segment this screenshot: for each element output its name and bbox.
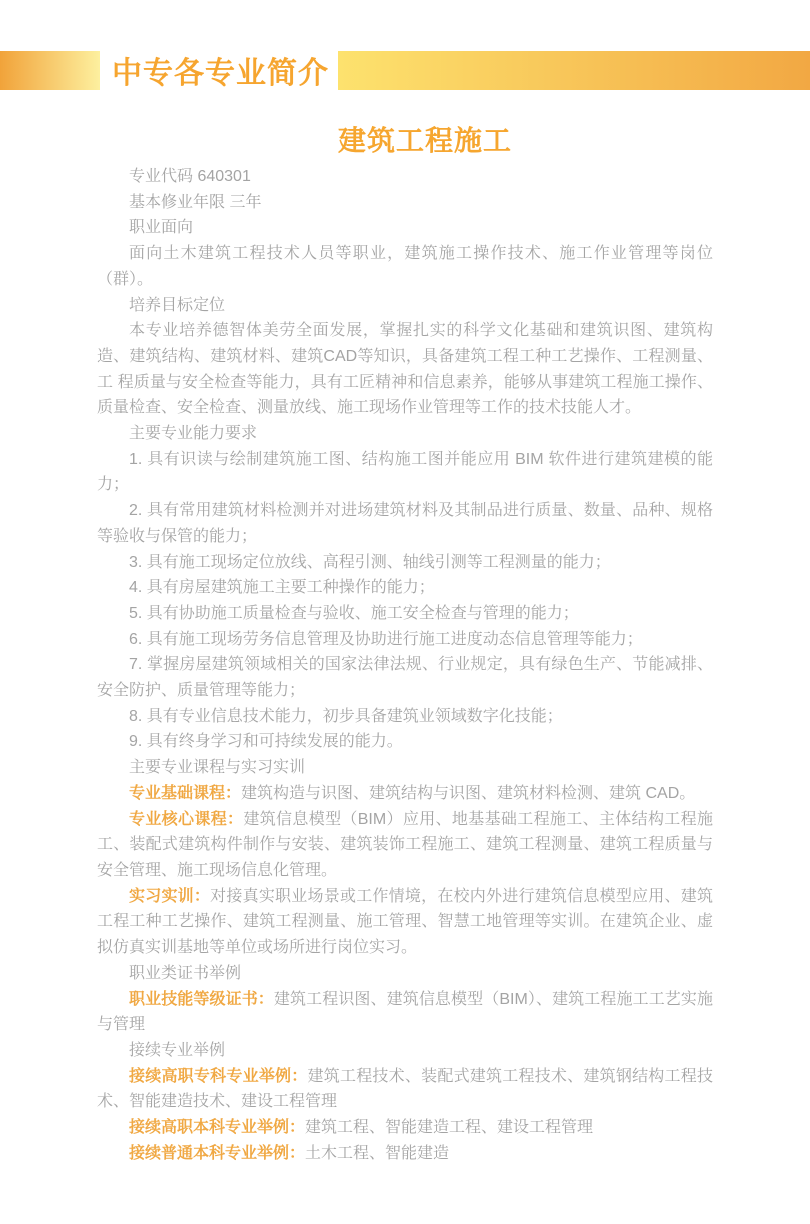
field-text: 主要专业课程与实习实训 [129,759,306,777]
banner-left-gradient-bar [0,51,100,90]
field-label: 接续高职专科专业举例： [129,1067,308,1085]
field-text: 6. 具有施工现场劳务信息管理及协助进行施工进度动态信息管理等能力； [129,630,643,648]
section-heading-courses [97,755,713,781]
field-text: 专业代码 640301 [129,168,251,185]
field-text: 对接真实职业场景或工作情境，在校内外进行建筑信息模型应用、建筑工程工种工艺操作、建筑工程测量、施工管理、智慧工地管理等实训。在建筑企业、虚拟仿真实训基地等单位或场所进行岗位实习。 [97,887,713,957]
field-text: 培养目标定位 [129,296,226,314]
banner-title: 中专各专业简介 [112,57,329,90]
field-text: 基本修业年限 三年 [129,193,262,211]
field-text: 建筑工程技术、装配式建筑工程技术、建筑钢结构工程技术、智能建造技术、建设工程管理 [97,1067,713,1111]
paragraph-major-code [97,164,713,190]
list-item-ability-6 [97,627,713,653]
list-item-ability-1 [97,447,713,498]
paragraph-training-goal [97,318,713,421]
field-text: 主要专业能力要求 [129,425,258,443]
field-text: 8. 具有专业信息技术能力，初步具备建筑业领域数字化技能； [129,707,563,725]
field-text: 面向土木建筑工程技术人员等职业，建筑施工操作技术、施工作业管理等岗位（群）。 [97,245,713,288]
list-item-ability-3 [97,550,713,576]
field-text: 5. 具有协助施工质量检查与验收、施工安全检查与管理的能力； [129,604,579,622]
page-banner [0,0,810,100]
list-item-ability-9 [97,729,713,755]
section-heading-career-orientation [97,215,713,241]
section-heading-continuing-majors [97,1038,713,1064]
paragraph-internship [97,884,713,961]
field-text: 建筑工程、智能建造工程、建设工程管理 [305,1119,594,1137]
list-item-ability-4 [97,575,713,601]
field-text: 4. 具有房屋建筑施工主要工种操作的能力； [129,579,435,597]
field-text: 建筑构造与识图、建筑结构与识图、建筑材料检测、建筑 CAD。 [241,784,696,802]
section-heading-certificates [97,961,713,987]
paragraph-core-courses [97,807,713,884]
paragraph-higher-vocational-majors [97,1064,713,1115]
field-text: 9. 具有终身学习和可持续发展的能力。 [129,733,403,751]
paragraph-skill-certificates [97,987,713,1038]
section-heading-training-goal [97,293,713,319]
field-text: 接续专业举例 [129,1041,226,1059]
paragraph-study-years [97,190,713,216]
banner-right-gradient-bar [338,51,810,90]
field-text: 7. 掌握房屋建筑领域相关的国家法律法规、行业规定，具有绿色生产、节能减排、 安全防护、质量管理等能力； [97,656,713,700]
field-text: 3. 具有施工现场定位放线、高程引测、轴线引测等工程测量的能力； [129,553,611,571]
paragraph-vocational-bachelor-majors [97,1115,713,1141]
field-text: 本专业培养德智体美劳全面发展，掌握扎实的科学文化基础和建筑识图、建筑构造、建筑结构、建筑材料、建筑CAD等知识，具备建筑工程工种工艺操作、工程测量、工 程质量与安全检查等能力，具有工匠精神和信息素养，能够从事建筑工程施工操作、质量检查、安全检查、测量放线、施工现场作业管理等工作的技术技能人才。 [97,322,713,417]
field-text: 1. 具有识读与绘制建筑施工图、结构施工图并能应用 BIM 软件进行建筑建模的能力； [97,450,713,494]
paragraph-basic-courses [97,781,713,807]
field-label: 接续高职本科专业举例： [129,1119,306,1137]
field-label: 专业基础课程： [129,784,242,802]
field-label: 接续普通本科专业举例： [129,1144,306,1162]
list-item-ability-8 [97,704,713,730]
section-heading-ability-requirements [97,421,713,447]
field-text: 职业面向 [129,219,194,237]
field-text: 建筑信息模型（BIM）应用、地基基础工程施工、主体结构工程施工、装配式建筑构件制作与安装、建筑装饰工程施工、建筑工程测量、建筑工程质量与安全管理、施工现场信息化管理。 [97,810,713,879]
list-item-ability-2 [97,498,713,549]
field-label: 实习实训： [129,887,211,905]
field-text: 2. 具有常用建筑材料检测并对进场建筑材料及其制品进行质量、数量、品种、规格等验收与保管的能力； [97,502,713,545]
paragraph-regular-bachelor-majors [97,1141,713,1167]
document-body [97,164,713,1166]
paragraph-career-orientation [97,241,713,292]
field-label: 职业技能等级证书： [129,990,274,1008]
list-item-ability-5 [97,601,713,627]
page-title: 建筑工程施工 [337,125,512,156]
list-item-ability-7 [97,652,713,703]
field-text: 土木工程、智能建造 [305,1144,450,1162]
field-text: 建筑工程识图、建筑信息模型（BIM）、建筑工程施工工艺实施与管理 [97,990,713,1034]
field-label: 专业核心课程： [129,810,244,828]
field-text: 职业类证书举例 [129,964,242,982]
